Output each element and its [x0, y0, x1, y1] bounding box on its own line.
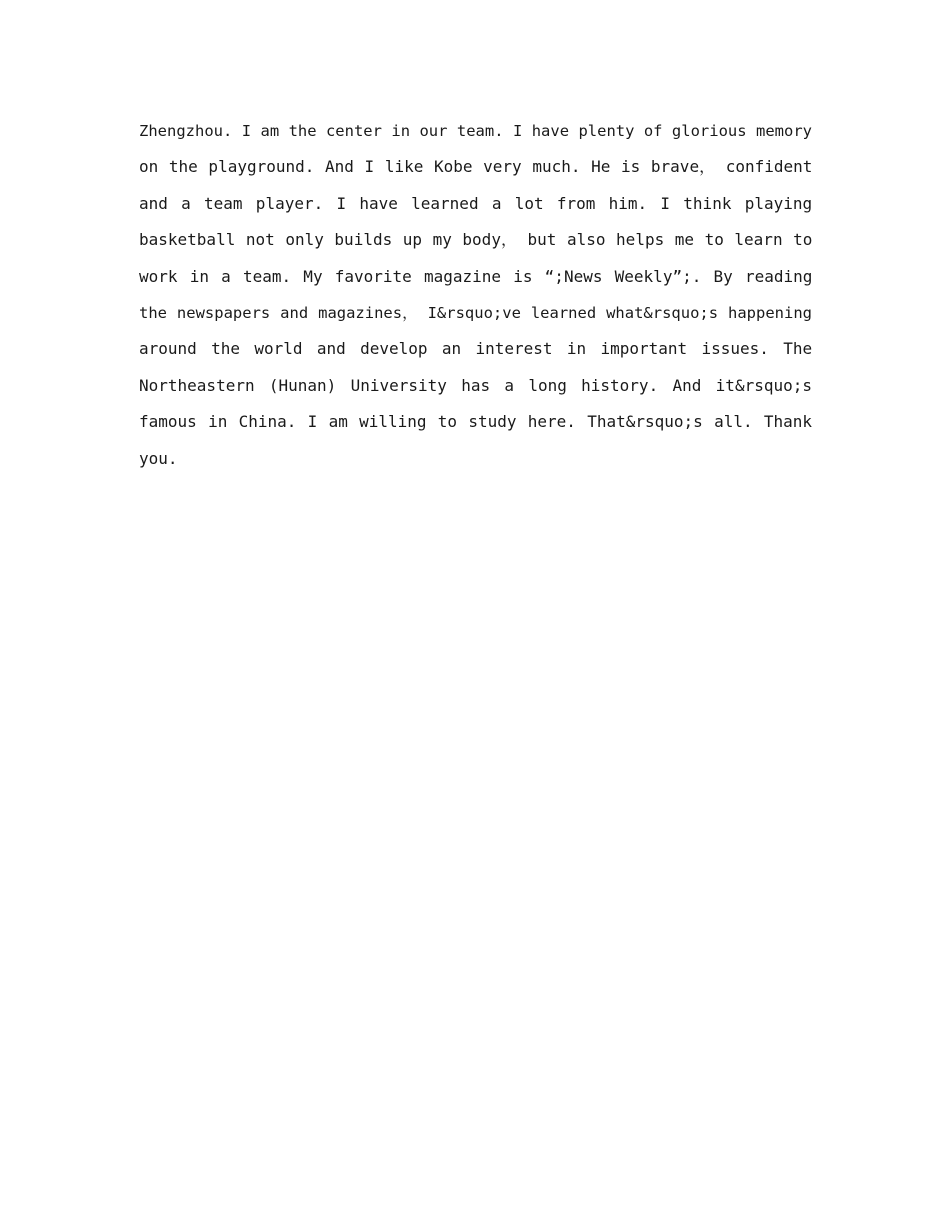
paragraph-line: you.: [139, 448, 178, 468]
paragraph-line: work in a team. My favorite magazine is “;News Weekly”;. By reading: [139, 266, 812, 286]
paragraph-line: famous in China. I am willing to study here. That&rsquo;s all. Thank: [139, 412, 812, 432]
paragraph-line: the newspapers and magazines， I&rsquo;ve learned what&rsquo;s happening: [139, 303, 812, 322]
body-paragraph: [139, 113, 812, 477]
paragraph-line: Zhengzhou. I am the center in our team. I have plenty of glorious memory: [139, 122, 812, 140]
paragraph-line: and a team player. I have learned a lot from him. I think playing: [139, 193, 812, 213]
paragraph-line: Northeastern (Hunan) University has a long history. And it&rsquo;s: [139, 375, 812, 395]
paragraph-line: on the playground. And I like Kobe very much. He is brave， confident: [139, 157, 812, 177]
paragraph-line: basketball not only builds up my body， but also helps me to learn to: [139, 230, 812, 250]
paragraph-line: around the world and develop an interest in important issues. The: [139, 339, 812, 359]
